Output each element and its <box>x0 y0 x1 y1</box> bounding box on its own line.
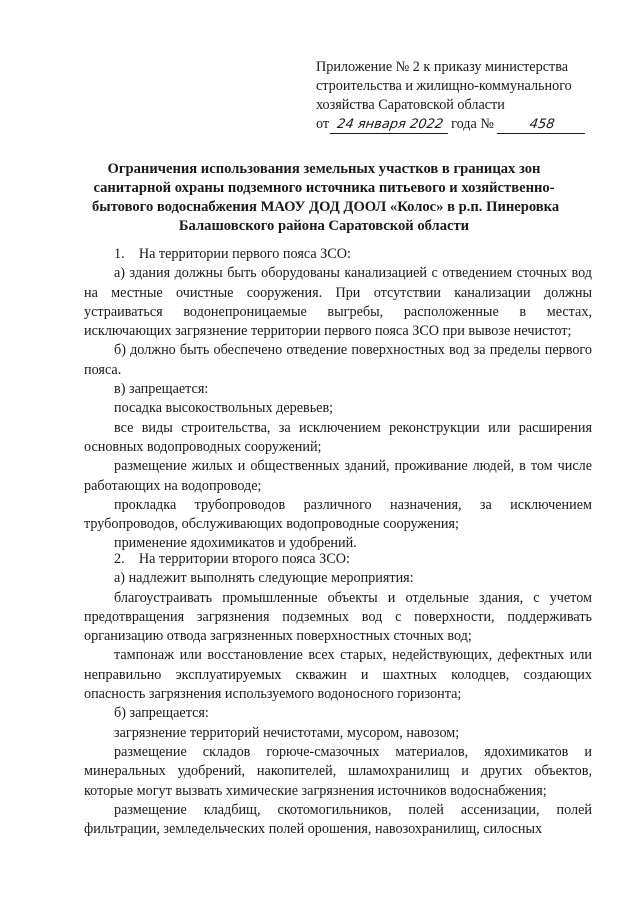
section-1-heading: 1. На территории первого пояса ЗСО: <box>114 246 351 262</box>
section-1 <box>84 245 592 554</box>
section-2-item-b3: размещение кладбищ, скотомогильников, полей ассенизации, полей фильтрации, земледельческих полей орошения, навозохранилищ, силосных <box>84 801 592 838</box>
section-1-item-v2: все виды строительства, за исключением реконструкции или расширения основных водопроводных сооружений; <box>84 419 592 455</box>
title-line-1: Ограничения использования земельных участков в границах зон <box>107 161 541 177</box>
section-1-item-v1: посадка высокоствольных деревьев; <box>114 400 334 417</box>
appendix-line-3: хозяйства Саратовской области <box>316 97 505 113</box>
section-1-item-v5: применение ядохимикатов и удобрений. <box>114 535 357 552</box>
section-2-item-b1: загрязнение территорий нечистотами, мусором, навозом; <box>114 724 460 741</box>
title-line-2: санитарной охраны подземного источника питьевого и хозяйственно- <box>93 180 555 196</box>
section-2-item-a2: тампонаж или восстановление всех старых, недействующих, дефектных или неправильно эксплуатируемых скважин и шахтных колодцев, создающих опасность загрязнения используемого водоносного горизонта; <box>84 647 592 703</box>
title-line-3: бытового водоснабжения МАОУ ДОД ДООЛ «Колос» в р.п. Пинеровка <box>92 199 560 215</box>
section-1-item-v: в) запрещается: <box>114 381 209 398</box>
appendix-line-4 <box>316 115 616 134</box>
year-number-label: года № <box>451 116 494 132</box>
appendix-line-2: строительства и жилищно-коммунального <box>316 78 572 94</box>
section-2-item-b: б) запрещается: <box>114 705 209 722</box>
handwritten-date: 24 января 2022 <box>330 117 450 134</box>
title-line-4: Балашовского района Саратовской области <box>178 218 470 234</box>
section-1-item-v4: прокладка трубопроводов различного назначения, за исключением трубопроводов, обслуживающих водопроводные сооружения; <box>84 496 592 533</box>
section-2-item-a1: благоустраивать промышленные объекты и отдельные здания, с учетом предотвращения загрязнения подземных вод с поверхности, поддерживать организацию отвода загрязненных поверхностных сточных вод; <box>84 589 592 645</box>
section-2-heading: 2. На территории второго пояса ЗСО: <box>114 551 350 567</box>
section-1-item-b: б) должно быть обеспечено отведение поверхностных вод за пределы первого пояса. <box>84 342 592 378</box>
from-label: от <box>316 116 330 132</box>
appendix-line-1: Приложение № 2 к приказу министерства <box>316 59 569 75</box>
section-1-item-a: а) здания должны быть оборудованы канализацией с отведением сточных вод на местные очистные сооружения. При отсутствии канализации должны устраиваться водонепроницаемые выгребы, расположенные в местах, исключающих загрязнение территории первого пояса ЗСО при вывозе нечистот; <box>84 265 592 340</box>
section-2-item-b2: размещение складов горюче-смазочных материалов, ядохимикатов и минеральных удобрений, накопителей, шламохранилищ и других объектов, которые могут вызвать химические загрязнения источников водоснабжения; <box>84 743 592 799</box>
section-2-item-a: а) надлежит выполнять следующие мероприятия: <box>114 570 414 587</box>
section-2 <box>84 550 592 839</box>
appendix-header <box>316 58 616 134</box>
document-title <box>92 160 560 236</box>
handwritten-order-number: 458 <box>497 117 587 134</box>
section-1-item-v3: размещение жилых и общественных зданий, проживание людей, в том числе работающих на водопроводе; <box>84 458 592 494</box>
